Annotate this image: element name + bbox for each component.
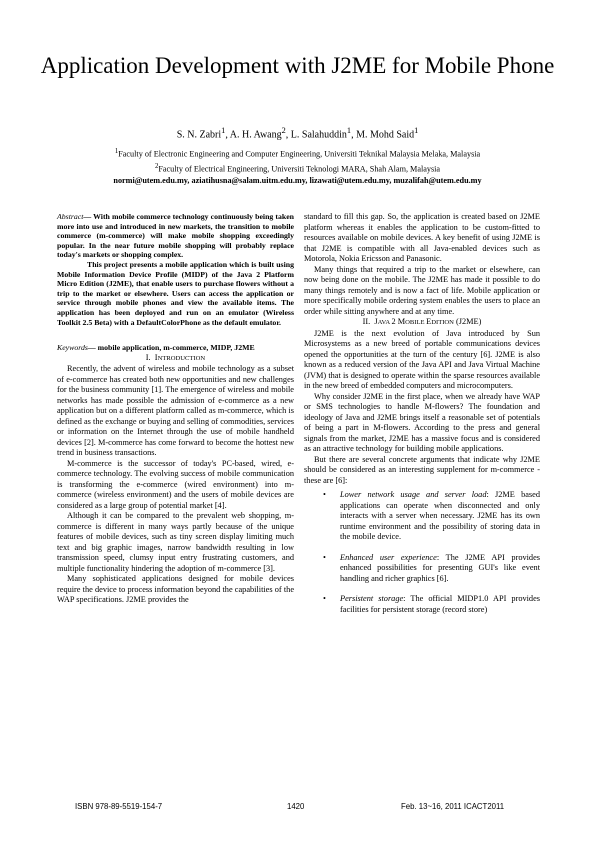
section-heading-introduction xyxy=(57,353,294,365)
list-item-term: Persistent storage xyxy=(340,594,404,603)
paper-title: Application Development with J2ME for Mobile Phone xyxy=(40,53,555,78)
author-sup: 2 xyxy=(281,126,286,135)
intro-paragraph-4: Many sophisticated applications designed for mobile devices require the device to process information beyond the capabilities of the WAP specifications. J2ME provides the xyxy=(57,574,294,605)
left-column xyxy=(57,212,294,606)
list-item-text: : The official MIDP1.0 API provides facilities for persistent storage (record store) xyxy=(340,594,540,614)
section-head-tail: (J2ME) xyxy=(453,317,482,326)
keywords-text: mobile application, m-commerce, MIDP, J2ME xyxy=(97,343,255,353)
affiliation-text: Faculty of Electronic Engineering and Computer Engineering, Universiti Teknikal Malaysia Melaka, Malaysia xyxy=(118,149,481,159)
j2me-paragraph-2: Why consider J2ME in the first place, when we already have WAP or SMS technologies to handle M-flowers? The foundation and ideology of Java and J2ME brings itself a reasonable set of potentials of being a part in M-flowers. According to the press and general signals from the market, J2ME has a massive focus and is considered as an attractive technology for building mobile applications. xyxy=(304,391,540,453)
list-item-text: : J2ME based applications can operate when disconnected and only interacts with a server when necessary. J2ME has its own runtime environment and the possibility of storing data in the mobile device. xyxy=(340,490,540,541)
section-number: I. xyxy=(145,352,151,362)
j2me-paragraph-1: J2ME is the next evolution of Java introduced by Sun Microsystems as a new breed of portable communications devices opened the opportunities at the turn of the century [6]. J2ME is also known as a reduced version of the Java API and Java Virtual Machine (JVM) that is designed to operate within the sparse resources available in the new breed of embedded computers and microcomputers. xyxy=(304,328,540,390)
section-head-cap: E xyxy=(426,317,432,326)
author-sup: 1 xyxy=(221,126,226,135)
affiliation-2 xyxy=(40,161,555,175)
abstract-dash: — xyxy=(83,212,94,221)
bullet-icon: • xyxy=(323,552,326,562)
abstract-paragraph-2: This project presents a mobile application which is built using Mobile Information Device Profile (MIDP) of the Java 2 Platform Micro Edition (J2ME), that enable users to purchase flowers without a trip to the market or elsewhere. Users can access the application or service through mobile phones and view the available items. The application has been deployed and run on an emulator (Wireless Toolkit 2.5 Beta) with a DefaultColorPhone as the default emulator. xyxy=(57,259,294,327)
author-name: L. Salahuddin xyxy=(290,129,347,141)
section-head-cap: J xyxy=(374,317,378,326)
affiliation-1 xyxy=(40,146,555,160)
footer-conference: Feb. 13~16, 2011 ICACT2011 xyxy=(401,802,505,811)
bullet-icon: • xyxy=(323,594,326,603)
affiliation-text: Faculty of Electrical Engineering, Universiti Teknologi MARA, Shah Alam, Malaysia xyxy=(158,164,441,174)
footer-page-number: 1420 xyxy=(287,802,305,811)
right-column xyxy=(304,212,540,625)
author-emails: normi@utem.edu.my, aziatihusna@salam.uitm.edu.my, lizawati@utem.edu.my, muzalifah@utem.edu.my xyxy=(113,176,482,185)
affiliation-sup: 1 xyxy=(114,148,119,155)
author-name: M. Mohd Said xyxy=(356,129,415,141)
footer-isbn: ISBN 978-89-5519-154-7 xyxy=(75,802,163,811)
section-heading-j2me xyxy=(304,317,540,329)
keywords-label: Keywords xyxy=(57,343,88,353)
keywords xyxy=(57,343,294,353)
section-head-rest: OBILE xyxy=(405,319,427,326)
affiliation-sup: 2 xyxy=(154,163,159,170)
author-name: A. H. Awang xyxy=(229,129,282,141)
author-sup: 1 xyxy=(346,126,352,135)
list-item-term: Lower network usage and server load xyxy=(340,490,487,499)
j2me-paragraph-3: But there are several concrete arguments that indicate why J2ME should be considered as an interesting supplement for m-commerce - these are [6]: xyxy=(304,454,540,485)
list-item xyxy=(304,594,540,615)
intro-paragraph-3: Although it can be compared to the prevalent web shopping, m-commerce is different in many ways partly because of the unique features of mobile devices, such as tiny screen display limiting much text and big graphic images, narrow bandwidth resulting in low transmission speed, clumsy input entry frustrating customers, and multiple functionality hindering the adoption of m-commerce [3]. xyxy=(57,511,294,573)
abstract-text-1: With mobile commerce technology continuously being taken more into use and introduced in new markets, the transition to mobile commerce (m-commerce) will make mobile shopping exceedingly popular. In the near future mobile shopping will probably replace today's markets or shopping complex. xyxy=(57,212,295,260)
abstract-paragraph xyxy=(57,212,294,260)
intro-paragraph-2: M-commerce is the successor of today's PC-based, wired, e-commerce technology. The evolving success of mobile communication is transforming the e-commerce (wired environment) into m-commerce (wireless environment) and the users of mobile devices are considered as a large group of potential market [4]. xyxy=(57,458,294,510)
intro-paragraph-5: Many things that required a trip to the market or elsewhere, can now being done on the mobile. The J2ME has made it possible to do many things remotely and is now a fact of life. Mobile application or more specifically mobile ordering system enables the users to place an order while sitting anywhere and at any time. xyxy=(304,264,540,316)
intro-paragraph-4-continued: standard to fill this gap. So, the application is created based on J2ME platform whereas it enables the application to be custom-fitted to resources available on mobile devices. A key benefit of using J2ME is that J2ME is compatible with all Java-enabled devices such as Motorola, Nokia Ericsson and Panasonic. xyxy=(304,212,540,263)
list-item-text: : The J2ME API provides enhanced possibilities for presenting GUI's like event handling and richer graphics [6]. xyxy=(340,552,540,583)
section-head-cap: I xyxy=(154,352,158,362)
section-head-rest: AVA xyxy=(377,319,392,326)
list-item xyxy=(304,490,540,543)
keywords-dash: — xyxy=(87,343,98,353)
benefit-list xyxy=(304,490,540,615)
intro-paragraph-1: Recently, the advent of wireless and mobile technology as a subset of e-commerce has created both new opportunities and new challenges for the business community [1]. The emergence of wireless and mobile networks has made possible the admission of e-commerce as a new application but on a different platform called as m-commerce, which is defined as the exchange or buying and selling of commodities, services or information on the Internet through the use of mobile handheld devices [2]. M-commerce has come forward to become the hottest new trend in business transactions. xyxy=(57,364,294,458)
author-name: S. N. Zabri xyxy=(176,129,222,141)
section-head-cap: 2 M xyxy=(391,317,406,326)
section-number: II. xyxy=(362,317,371,326)
bullet-icon: • xyxy=(323,490,326,499)
section-head-rest: NTRODUCTION xyxy=(157,354,206,362)
list-item-term: Enhanced user experience xyxy=(340,552,437,562)
list-item xyxy=(304,553,540,585)
author-list: S. N. Zabri$^1$, A. H. Awang$^2$, L. Salahuddin$^1$, M. Mohd Said$^1$ xyxy=(176,126,419,141)
abstract-label: Abstract xyxy=(57,212,84,221)
author-sup: 1 xyxy=(414,126,419,135)
section-head-rest: DITION xyxy=(431,319,454,326)
